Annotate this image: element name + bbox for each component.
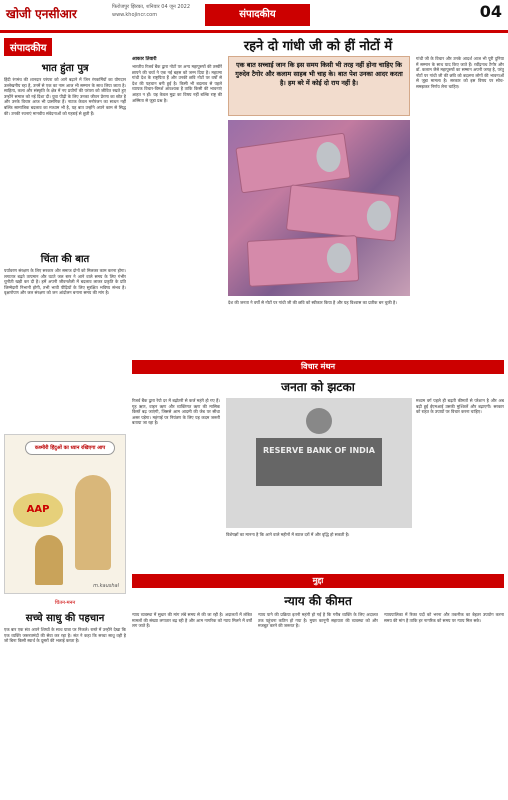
rbi-emblem-icon	[306, 408, 332, 434]
mid-headline: जनता को झटका	[281, 380, 355, 394]
section-title: संपादकीय	[205, 4, 310, 26]
mid-story-left-body: रिजर्व बैंक द्वारा रेपो दर में बढ़ोतरी से कर्ज महंगे हो गए हैं। गृह ऋण, वाहन ऋण और व्यक्तिगत ऋण की मासिक किस्तें बढ़ जाएंगी, जिससे आम आदमी की जेब पर सीधा असर पड़ेगा। महंगाई पर नियंत्रण के लिए यह कदम जरूरी बताया जा रहा है।	[132, 398, 220, 426]
main-headline: रहने दो गांधी जी को हीं नोटों में	[243, 39, 393, 54]
mid-story-right-body: मध्यम वर्ग पहले ही बढ़ती कीमतों से परेशान है और अब बढ़ी हुई ईएमआई उसकी मुश्किलें और बढ़ाएगी। सरकार को राहत के उपायों पर विचार करना चाहिए।	[416, 398, 504, 415]
cartoon-caption: कश्मीरी हिंदुओं का ध्यान रखिएगा आप	[25, 441, 115, 455]
column-tag: चिंतन-मनन	[54, 600, 76, 606]
website: www.khojincr.com	[112, 12, 158, 18]
byline: आकार तिवारी	[132, 57, 157, 62]
rbi-photo	[226, 398, 412, 528]
pull-quote: एक बात सच्चाई जान कि इस समय किसी भी तरह नहीं होना चाहिए कि गुरुदेव टैगोर और कलाम साहब भी चाह के। बात पेश उनका आदर करता है। हम बरे में कोई दो राय नहीं है।	[228, 56, 410, 116]
top-story-col1	[132, 56, 222, 356]
left-column	[4, 36, 126, 794]
banknote	[247, 235, 359, 287]
article3-body: एक बार एक संत अपने शिष्यों के साथ यात्रा पर निकले। रास्ते में उन्होंने देखा कि एक व्यक्ति जरूरतमंदों की सेवा कर रहा है। संत ने कहा कि सच्चा साधु वही है जो बिना किसी स्वार्थ के दूसरों की भलाई करता है।	[4, 627, 126, 644]
top-story-right-body: गांधी जी के विचार और उनके आदर्श आज भी पूरी दुनिया में सम्मान के साथ याद किए जाते हैं। रवींद्रनाथ टैगोर और डॉ. कलाम जैसे महापुरुषों का सम्मान अपनी जगह है, परंतु नोटों पर गांधी जी की छवि को बदलना लोगों की भावनाओं से जुड़ा मामला है। सरकार को इस विषय पर सोच-समझकर निर्णय लेना चाहिए।	[416, 56, 504, 89]
top-story-under-body: देश की जनता ने वर्षों से नोटों पर गांधी जी की छवि को स्वीकार किया है और यह विश्वास का प्रतीक बन चुकी है।	[228, 300, 397, 305]
dateline: फिरोजपुर झिरका, शनिवार 04 जून 2022	[112, 4, 191, 10]
banknote	[286, 184, 400, 241]
gandhi-portrait-icon	[326, 243, 352, 274]
newspaper-brand: खोजी एनसीआर	[6, 7, 77, 21]
gandhi-portrait-icon	[365, 200, 392, 232]
bottom-col2: न्याय पाने की प्रक्रिया इतनी महंगी हो गई है कि गरीब व्यक्ति के लिए अदालत तक पहुंचना कठिन हो गया है। मुफ्त कानूनी सहायता की व्यवस्था को और मजबूत करने की जरूरत है।	[258, 612, 378, 629]
article3-title: सच्चे साधु की पहचान	[25, 613, 105, 624]
section-band-mudda: मुद्दा	[132, 574, 504, 588]
political-cartoon	[4, 434, 126, 594]
article1-title: भात हुंता पुत्र	[41, 63, 89, 74]
bottom-story	[132, 612, 504, 794]
article2-title: चिंता की बात	[40, 254, 90, 265]
mid-story-under-body: विशेषज्ञों का मानना है कि आने वाले महीनों में ब्याज दरों में और वृद्धि हो सकती है।	[226, 532, 350, 537]
header-rule	[0, 30, 508, 33]
rbi-sign: RESERVE BANK OF INDIA	[256, 438, 382, 486]
bottom-col1: न्याय व्यवस्था में सुधार की मांग लंबे समय से की जा रही है। अदालतों में लंबित मामलों की संख्या लगातार बढ़ रही है और आम नागरिक को न्याय मिलने में वर्षों लग जाते हैं।	[132, 612, 252, 629]
section-band-vichar: विचार मंथन	[132, 360, 504, 374]
bottom-col3: न्यायपालिका में रिक्त पदों को भरना और तकनीक का बेहतर उपयोग करना समय की मांग है ताकि हर नागरिक को समय पर न्याय मिल सके।	[384, 612, 504, 623]
article1-body: हिंदी रंगमंच की शानदार परंपरा को आगे बढ़ाने में जिन रंगकर्मियों का योगदान उल्लेखनीय रहा है, उनमें से एक का नाम आज भी सम्मान के साथ लिया जाता है। साहित्य, कला और संस्कृति के क्षेत्र में नए प्रयोगों की परंपरा को जीवित रखते हुए उन्होंने समाज को नई दिशा दी। युवा पीढ़ी के लिए उनका जीवन प्रेरणा का स्रोत है और उनके विचार आज भी प्रासंगिक हैं। नाटक केवल मनोरंजन का साधन नहीं बल्कि सामाजिक बदलाव का माध्यम भी है, यह बात उन्होंने अपने काम से सिद्ध की। उनकी रचनाएं मानवीय संवेदनाओं को गहराई से छूती हैं।	[4, 77, 126, 116]
cartoon-figure-small	[35, 535, 63, 585]
top-story-col1-body: भारतीय रिजर्व बैंक द्वारा नोटों पर अन्य महापुरुषों की तस्वीरें छापने की चर्चा ने एक नई बहस को जन्म दिया है। महात्मा गांधी देश के राष्ट्रपिता हैं और उनकी छवि नोटों पर वर्षों से देश की पहचान बनी हुई है। किसी भी बदलाव से पहले व्यापक विचार-विमर्श आवश्यक है ताकि किसी की भावनाएं आहत न हों। यह केवल मुद्रा का विषय नहीं बल्कि राष्ट्र की अस्मिता से जुड़ा प्रश्न है।	[132, 64, 222, 103]
top-story	[132, 56, 504, 356]
cartoon-figure	[75, 475, 111, 570]
mid-story	[132, 398, 504, 568]
masthead	[0, 0, 508, 30]
article2-body: पर्यावरण संरक्षण के लिए सरकार और समाज दोनों को मिलकर काम करना होगा। लगातार बढ़ते तापमान और घटते जल स्तर ने आने वाले समय के लिए गंभीर चुनौती खड़ी कर दी है। हमें अपनी जीवनशैली में बदलाव लाकर प्रकृति के प्रति जिम्मेदारी निभानी होगी, तभी भावी पीढ़ियों के लिए सुरक्षित भविष्य संभव है। वृक्षारोपण और जल संरक्षण को जन आंदोलन बनाना समय की मांग है।	[4, 268, 126, 296]
bottom-headline: न्याय की कीमत	[284, 594, 352, 608]
editorial-label: संपादकीय	[4, 38, 52, 56]
currency-notes-photo	[228, 120, 410, 296]
page-number: 04	[479, 2, 502, 21]
cartoon-aap-label: AAP	[13, 493, 63, 527]
gandhi-portrait-icon	[315, 140, 343, 173]
cartoon-artist: m.kaushal	[93, 583, 119, 589]
